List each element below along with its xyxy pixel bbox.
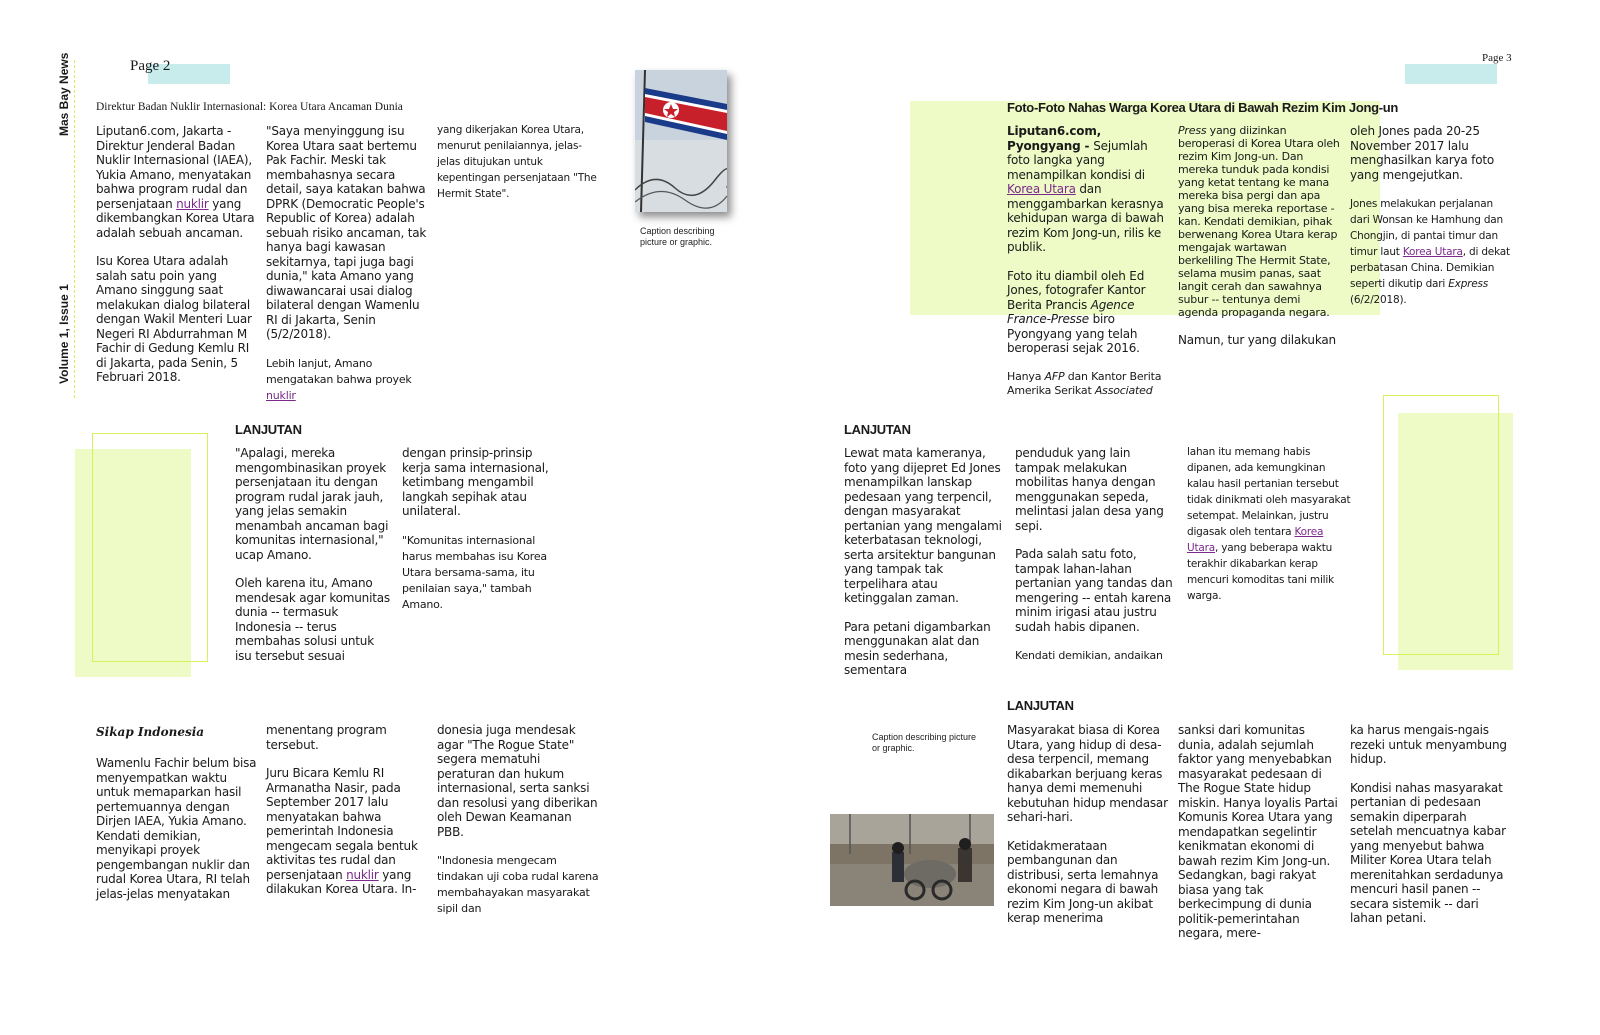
continued-column-1: Lewat mata kameranya, foto yang dijepret Ed Jones menampilkan lanskap pedesaan yang terpencil, dengan masyarakat pertanian yang mengalami keterbatasan teknologi, serta arsitektur bangunan yang tampak tak terpelihara atau ketinggalan zaman. Para petani digambarkan menggunakan alat dan mesin sederhana, sementara — [844, 446, 1002, 677]
sikap-column-3: donesia juga mendesak agar "The Rogue State" segera mematuhi peraturan dan hukum internasional, serta sanksi dan resolusi yang diberikan oleh Dewan Keamanan PBB. "Indonesia mengecam tindakan uji coba rudal karena membahayakan masyarakat sipil dan — [437, 723, 599, 915]
continued-column-3: ka harus mengais-ngais rezeki untuk menyambung hidup. Kondisi nahas masyarakat pertanian di pedesaan semakin diperparah setelah mencuatnya kabar yang menyebut bahwa Militer Korea Utara telah merenitahkan serdadunya mencuri hasil panen -- secara sistemik -- dari lahan petani. — [1350, 723, 1507, 925]
decor-frame — [1383, 395, 1499, 655]
brand-label: Mas Bay News — [57, 52, 71, 136]
sikap-column-2: menentang program tersebut. Juru Bicara Kemlu RI Armanatha Nasir, pada September 2017 lalu menyatakan bahwa pemerintah Indonesia mengecam segala bentuk aktivitas tes rudal dan persenjataan nuklir yang dilakukan Korea Utara. In- — [266, 723, 418, 896]
photo-caption: Caption describing picture or graphic. — [872, 732, 977, 753]
page-number: Page 2 — [130, 58, 171, 74]
continued-column-1: Masyarakat biasa di Korea Utara, yang hidup di desa-desa terpencil, memang dikabarkan berjuang keras hanya demi memenuhi kebutuhan hidup mendasar sehari-hari. Ketidakmerataan pembangunan dan distribusi, serta lemahnya ekonomi negara di bawah rezim Kim Jong-un akibat kerap menerima — [1007, 723, 1168, 925]
article-column-1: Liputan6.com, Pyongyang - Sejumlah foto langka yang menampilkan kondisi di Korea Utara dan menggambarkan kerasnya kehidupan warga di bawah rezim Kom Jong-un, rilis ke publik. Foto itu diambil oleh Ed Jones, fotografer Kantor Berita Prancis Agence France-Presse biro Pyongyang yang telah beroperasi sejak 2016. Hanya AFP dan Kantor Berita Amerika Serikat Associated — [1007, 124, 1164, 397]
korea-utara-link[interactable]: Korea Utara — [1007, 182, 1076, 196]
article-headline: Direktur Badan Nuklir Internasional: Korea Utara Ancaman Dunia — [96, 101, 403, 113]
continued-column-3: lahan itu memang habis dipanen, ada kemungkinan kalau hasil pertanian tersebut tidak dinikmati oleh masyarakat setempat. Melainkan, justru digasak oleh tentara Korea Utara, yang beberapa waktu terakhir dikabarkan kerap mencuri komoditas tani milik warga. — [1187, 446, 1351, 602]
article-column-2: Press yang diizinkan beroperasi di Korea Utara oleh rezim Kim Jong-un. Dan mereka tunduk pada kondisi yang ketat tentang ke mana mereka bisa pergi dan apa yang bisa mereka reportase -kan. Kendati demikian, pihak berwenang Korea Utara kerap mengajak wartawan berkeliling The Hermit State, selama musim panas, saat langit cerah dan sawahnya subur -- tentunya demi agenda propaganda negara. Namun, tur yang dilakukan — [1178, 124, 1340, 347]
article-column-1: Liputan6.com, Jakarta - Direktur Jenderal Badan Nuklir Internasional (IAEA), Yukia Amano, menyatakan bahwa program rudal dan persenjataan nuklir yang dikembangkan Korea Utara adalah sebuah ancaman. Isu Korea Utara adalah salah satu poin yang Amano singgung saat melakukan dialog bilateral dengan Wakil Menteri Luar Negeri RI Abdurrahman M Fachir di Gedung Kemlu RI di Jakarta, pada Senin, 5 Februari 2018. — [96, 124, 255, 384]
farmers-photo — [830, 814, 994, 906]
nuklir-link[interactable]: nuklir — [346, 867, 379, 882]
section-heading: LANJUTAN — [844, 422, 911, 437]
decor-frame — [92, 433, 208, 662]
continued-column-2: sanksi dari komunitas dunia, adalah sejumlah faktor yang menyebabkan masyarakat pedesaan di The Rogue State hidup miskin. Hanya loyalis Partai Komunis Korea Utara yang mendapatkan segelintir kenikmatan ekonomi di bawah rezim Kim Jong-un. Sedangkan, bagi rakyat biasa yang tak berkecimpung di dunia politik-pemerintahan negara, mere- — [1178, 723, 1338, 940]
article-headline: Foto-Foto Nahas Warga Korea Utara di Bawah Rezim Kim Jong-un — [1007, 100, 1399, 115]
korea-utara-link[interactable]: Korea Utara — [1402, 246, 1463, 258]
section-heading: Sikap Indonesia — [96, 725, 205, 739]
sikap-column-1: Wamenlu Fachir belum bisa menyempatkan waktu untuk memaparkan hasil pertemuannya dengan Dirjen IAEA, Yukia Amano. Kendati demikian, menyikapi proyek pengembangan nuklir dan rudal Korea Utara, RI telah jelas-jelas menyatakan — [96, 756, 257, 901]
page-number: Page 3 — [1482, 52, 1512, 64]
continued-column-1: "Apalagi, mereka mengombinasikan proyek persenjataan itu dengan program rudal jarak jauh, yang jelas semakin menambah ancaman bagi komunitas internasional," ucap Amano. Oleh karena itu, Amano mendesak agar komunitas dunia -- termasuk Indonesia -- terus membahas solusi untuk isu tersebut sesuai — [235, 446, 390, 663]
issue-label: Volume 1, Issue 1 — [57, 284, 71, 384]
section-heading: LANJUTAN — [1007, 698, 1074, 713]
flag-photo — [635, 70, 727, 212]
photo-caption: Caption describing picture or graphic. — [640, 226, 715, 247]
article-column-2: "Saya menyinggung isu Korea Utara saat bertemu Pak Fachir. Meski tak membahasnya secara detail, saya katakan bahwa DPRK (Democratic People's Republic of Korea) adalah sebuah risiko ancaman, tak hanya bagi kawasan sekitarnya, tapi juga bagi dunia," kata Amano yang diwawancarai usai dialog bilateral dengan Wamenlu RI di Jakarta, Senin (5/2/2018). Lebih lanjut, Amano mengatakan bahwa proyek nuklir — [266, 124, 427, 402]
continued-column-2: penduduk yang lain tampak melakukan mobilitas hanya dengan menggunakan sepeda, melintasi jalan desa yang sepi. Pada salah satu foto, tampak lahan-lahan pertanian yang tandas dan mengering -- entah karena minim irigasi atau justru sudah habis dipanen. Kendati demikian, andaikan — [1015, 446, 1173, 662]
continued-column-2: dengan prinsip-prinsip kerja sama internasional, ketimbang mengambil langkah sepihak atau unilateral. "Komunitas internasional harus membahas isu Korea Utara bersama-sama, itu penilaian saya," tambah Amano. — [402, 446, 549, 611]
article-column-3: oleh Jones pada 20-25 November 2017 lalu menghasilkan karya foto yang mengejutkan. Jones melakukan perjalanan dari Wonsan ke Hamhung dan Chongjin, di pantai timur dan timur laut Korea Utara, di dekat perbatasan China. Demikian seperti dikutip dari Express (6/2/2018). — [1350, 124, 1510, 306]
page-tab-bar — [1405, 64, 1497, 84]
margin-rule — [74, 60, 75, 398]
section-heading: LANJUTAN — [235, 422, 302, 437]
korea-utara-link[interactable]: Korea Utara — [1187, 526, 1324, 554]
article-column-3: yang dikerjakan Korea Utara, menurut penilaiannya, jelas-jelas ditujukan untuk kepentingan persenjataan "The Hermit State". — [437, 124, 597, 200]
nuklir-link[interactable]: nuklir — [266, 388, 296, 402]
nuklir-link[interactable]: nuklir — [176, 196, 209, 211]
